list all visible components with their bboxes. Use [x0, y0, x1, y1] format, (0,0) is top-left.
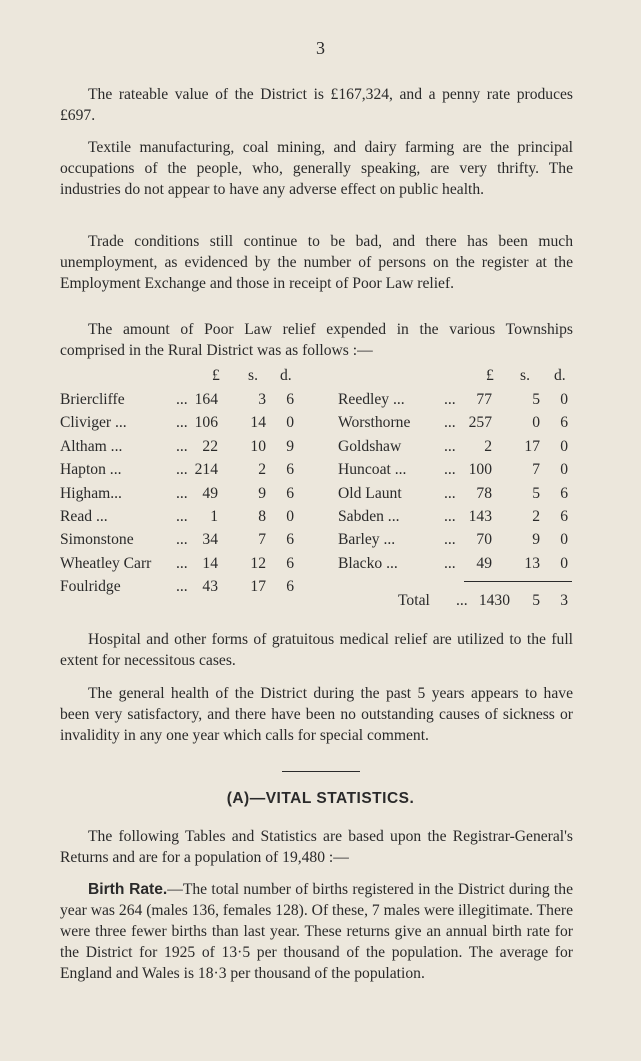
table-header-row [60, 367, 580, 389]
pounds-value: 106 [194, 414, 218, 432]
pounds-value: 14 [202, 554, 218, 572]
township-name: Blacko ... [338, 554, 398, 572]
pence-value: 9 [286, 437, 294, 455]
township-name: Read ... [60, 508, 108, 525]
leader-dots: ... [444, 554, 456, 572]
section-divider [282, 771, 360, 772]
pence-value: 6 [560, 484, 568, 502]
shillings-value: 0 [532, 414, 540, 432]
pounds-value: 49 [202, 484, 218, 502]
pence-value: 6 [286, 531, 294, 549]
paragraph-birth-rate [60, 879, 573, 984]
header-pounds-left: £ [212, 367, 220, 384]
shillings-value: 8 [258, 508, 266, 525]
leader-dots: ... [444, 414, 456, 432]
table-row-right [60, 485, 580, 507]
township-name: Altham ... [60, 437, 123, 455]
header-pence-left: d. [280, 367, 292, 384]
township-name: Higham... [60, 484, 122, 502]
table-row-right [60, 414, 580, 436]
pence-value: 6 [560, 414, 568, 432]
header-pounds-right: £ [486, 367, 494, 384]
shillings-value: 13 [524, 554, 540, 572]
shillings-value: 14 [250, 414, 266, 432]
leader-dots: ... [176, 554, 188, 572]
header-pence-right: d. [554, 367, 566, 384]
birth-rate-lead: Birth Rate. [88, 881, 168, 898]
total-dots: ... [456, 592, 468, 609]
pounds-value: 77 [476, 391, 492, 408]
shillings-value: 7 [532, 461, 540, 479]
paragraph-occupations: Textile manufacturing, coal mining, and dairy farming are the principal occupations of the people, who, generally speaking, are very thrifty. The industries do not appear to have any adverse effect on public health. [60, 139, 573, 198]
pounds-value: 164 [194, 391, 218, 408]
total-rule [464, 581, 572, 582]
shillings-value: 3 [258, 391, 266, 408]
paragraph-hospital: Hospital and other forms of gratuitous medical relief are utilized to the full extent for necessitous cases. [60, 631, 573, 669]
pounds-value: 214 [194, 461, 218, 479]
table-row-right [60, 531, 580, 553]
township-name: Simonstone [60, 531, 134, 549]
township-name: Old Launt [338, 484, 402, 502]
shillings-value: 10 [250, 437, 266, 455]
pence-value: 0 [286, 508, 294, 525]
pounds-value: 22 [202, 437, 218, 455]
pounds-value: 257 [468, 414, 492, 432]
shillings-value: 9 [258, 484, 266, 502]
page-number: 3 [316, 38, 325, 58]
pounds-value: 49 [476, 554, 492, 572]
township-name: Barley ... [338, 531, 396, 549]
shillings-value: 2 [258, 461, 266, 479]
township-name: Reedley ... [338, 391, 405, 408]
pounds-value: 34 [202, 531, 218, 549]
pence-value: 6 [560, 508, 568, 525]
pounds-value: 1 [210, 508, 218, 525]
paragraph-trade-conditions: Trade conditions still continue to be bad, and there has been much unemployment, as evidenced by the number of persons on the register at the Employment Exchange and those in receipt of Poor Law relief. [60, 233, 573, 292]
paragraph-following-tables: The following Tables and Statistics are based upon the Registrar-General's Returns and are for a population of 19,480 :— [60, 828, 573, 866]
table-row-right [60, 508, 580, 530]
pence-value: 6 [286, 391, 294, 408]
total-pence: 3 [560, 592, 568, 609]
pounds-value: 100 [468, 461, 492, 479]
shillings-value: 17 [250, 578, 266, 596]
shillings-value: 7 [258, 531, 266, 549]
pence-value: 6 [286, 554, 294, 572]
pence-value: 0 [560, 461, 568, 479]
pence-value: 6 [286, 578, 294, 596]
paragraph-poor-law-intro: The amount of Poor Law relief expended in the various Townships comprised in the Rural District was as follows :— [60, 321, 573, 359]
leader-dots: ... [176, 508, 188, 525]
header-shillings-right: s. [520, 367, 530, 384]
leader-dots: ... [444, 484, 456, 502]
total-shillings: 5 [532, 592, 540, 609]
township-name: Wheatley Carr [60, 554, 152, 572]
leader-dots: ... [444, 531, 456, 549]
birth-rate-text: —The total number of births registered in the District during the year was 264 (males 136, females 128). Of these, 7 males were illegitimate. There were three fewer births than last year. These returns give an annual birth rate for the District for 1925 of 13·5 per thousand of the population. The average for England and Wales is 18·3 per thousand of the population. [60, 881, 573, 982]
pounds-value: 2 [484, 437, 492, 455]
pence-value: 0 [560, 391, 568, 408]
township-name: Sabden ... [338, 508, 400, 525]
total-row [60, 592, 580, 614]
total-pounds: 1430 [478, 592, 510, 609]
paragraph-general-health: The general health of the District during the past 5 years appears to have been very satisfactory, and there have been no outstanding causes of sickness or invalidity in any one year which calls for special comment. [60, 685, 573, 744]
shillings-value: 5 [532, 484, 540, 502]
table-row-right [60, 555, 580, 577]
total-label: Total [398, 592, 430, 609]
leader-dots: ... [444, 508, 456, 525]
shillings-value: 17 [524, 437, 540, 455]
pence-value: 6 [286, 461, 294, 479]
table-row-right [60, 438, 580, 460]
header-shillings-left: s. [248, 367, 258, 384]
township-name: Cliviger ... [60, 414, 127, 432]
leader-dots: ... [176, 484, 188, 502]
pence-value: 0 [560, 554, 568, 572]
shillings-value: 12 [250, 554, 266, 572]
township-name: Huncoat ... [338, 461, 407, 479]
township-name: Goldshaw [338, 437, 402, 455]
leader-dots: ... [444, 437, 456, 455]
pounds-value: 70 [476, 531, 492, 549]
leader-dots: ... [176, 531, 188, 549]
pence-value: 0 [286, 414, 294, 432]
township-name: Worsthorne [338, 414, 411, 432]
leader-dots: ... [176, 414, 188, 432]
pence-value: 6 [286, 484, 294, 502]
leader-dots: ... [176, 578, 188, 596]
leader-dots: ... [176, 461, 188, 479]
table-row-right [60, 461, 580, 483]
shillings-value: 9 [532, 531, 540, 549]
township-name: Foulridge [60, 578, 121, 596]
leader-dots: ... [176, 391, 188, 408]
section-heading: (A)—VITAL STATISTICS. [226, 790, 415, 807]
leader-dots: ... [444, 391, 456, 408]
pounds-value: 78 [476, 484, 492, 502]
shillings-value: 5 [532, 391, 540, 408]
pounds-value: 43 [202, 578, 218, 596]
shillings-value: 2 [532, 508, 540, 525]
pence-value: 0 [560, 437, 568, 455]
table-row-right [60, 391, 580, 413]
leader-dots: ... [444, 461, 456, 479]
paragraph-rateable-value: The rateable value of the District is £167,324, and a penny rate produces £697. [60, 86, 573, 124]
township-name: Hapton ... [60, 461, 122, 479]
township-name: Briercliffe [60, 391, 125, 408]
leader-dots: ... [176, 437, 188, 455]
pence-value: 0 [560, 531, 568, 549]
pounds-value: 143 [468, 508, 492, 525]
